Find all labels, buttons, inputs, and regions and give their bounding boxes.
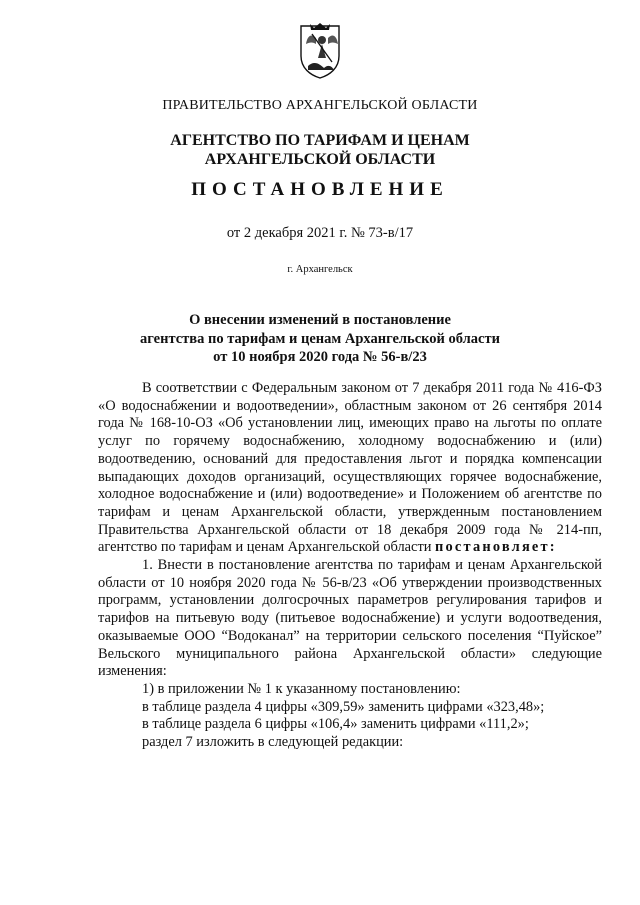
item-1-paragraph: 1. Внести в постановление агентства по тарифам и ценам Архангельской области от 10 ноября 2020 года № 56-в/23 «Об утверждении производственных программ, установлении долгосрочных параметров регулирования тарифов и тарифов на питьевую воду (питьевое водоснабжение) и услуги водоотведения, оказываемые ООО “Водоканал” на территории сельского поселения “Пуйское” Вельского муниципального района Архангельской области» следующие изменения: bbox=[98, 557, 602, 680]
coat-of-arms-icon bbox=[298, 22, 342, 80]
subject-line: от 10 ноября 2020 года № 56-в/23 bbox=[213, 349, 427, 365]
agency-name-line: АГЕНТСТВО ПО ТАРИФАМ И ЦЕНАМ bbox=[170, 132, 470, 149]
decree-word: постановляет: bbox=[435, 539, 557, 556]
document-type: ПОСТАНОВЛЕНИЕ bbox=[191, 179, 449, 200]
preamble-paragraph bbox=[98, 380, 602, 557]
government-name: ПРАВИТЕЛЬСТВО АРХАНГЕЛЬСКОЙ ОБЛАСТИ bbox=[162, 98, 478, 113]
subitem-paragraph: раздел 7 изложить в следующей редакции: bbox=[142, 734, 404, 751]
preamble-text: В соответствии с Федеральным законом от 7 декабря 2011 года № 416-ФЗ «О водоснабжении и водоотведении», областным законом от 26 сентября 2014 года № 168-10-ОЗ «Об установлении лиц, имеющих право на льготы по оплате услуг по горячему водоснабжению, холодному водоснабжению и (или) водоотведению, оснований для предоставления льгот и порядка компенсации выпадающих доходов организаций, осуществляющих горячее водоснабжение, холодное водоснабжение и (или) водоотведение» и Положением об агентстве по тарифам и ценам Архангельской области, утвержденным постановлением Правительства Архангельской области от 18 декабря 2009 года № 214-пп, агентство по тарифам и ценам Архангельской области bbox=[98, 380, 602, 556]
subitem-paragraph: в таблице раздела 6 цифры «106,4» заменить цифрами «111,2»; bbox=[142, 716, 529, 733]
agency-name bbox=[0, 131, 640, 169]
subject-line: О внесении изменений в постановление bbox=[189, 312, 451, 328]
document-body bbox=[98, 380, 602, 752]
document-city: г. Архангельск bbox=[287, 264, 353, 275]
subject-line: агентства по тарифам и ценам Архангельской области bbox=[140, 330, 500, 347]
document-date-number: от 2 декабря 2021 г. № 73-в/17 bbox=[226, 225, 414, 241]
agency-name-line: АРХАНГЕЛЬСКОЙ ОБЛАСТИ bbox=[204, 151, 436, 168]
subitem-paragraph: 1) в приложении № 1 к указанному постановлению: bbox=[142, 680, 461, 697]
document-subject bbox=[0, 311, 640, 367]
subitem-paragraph: в таблице раздела 4 цифры «309,59» заменить цифрами «323,48»; bbox=[142, 698, 545, 715]
